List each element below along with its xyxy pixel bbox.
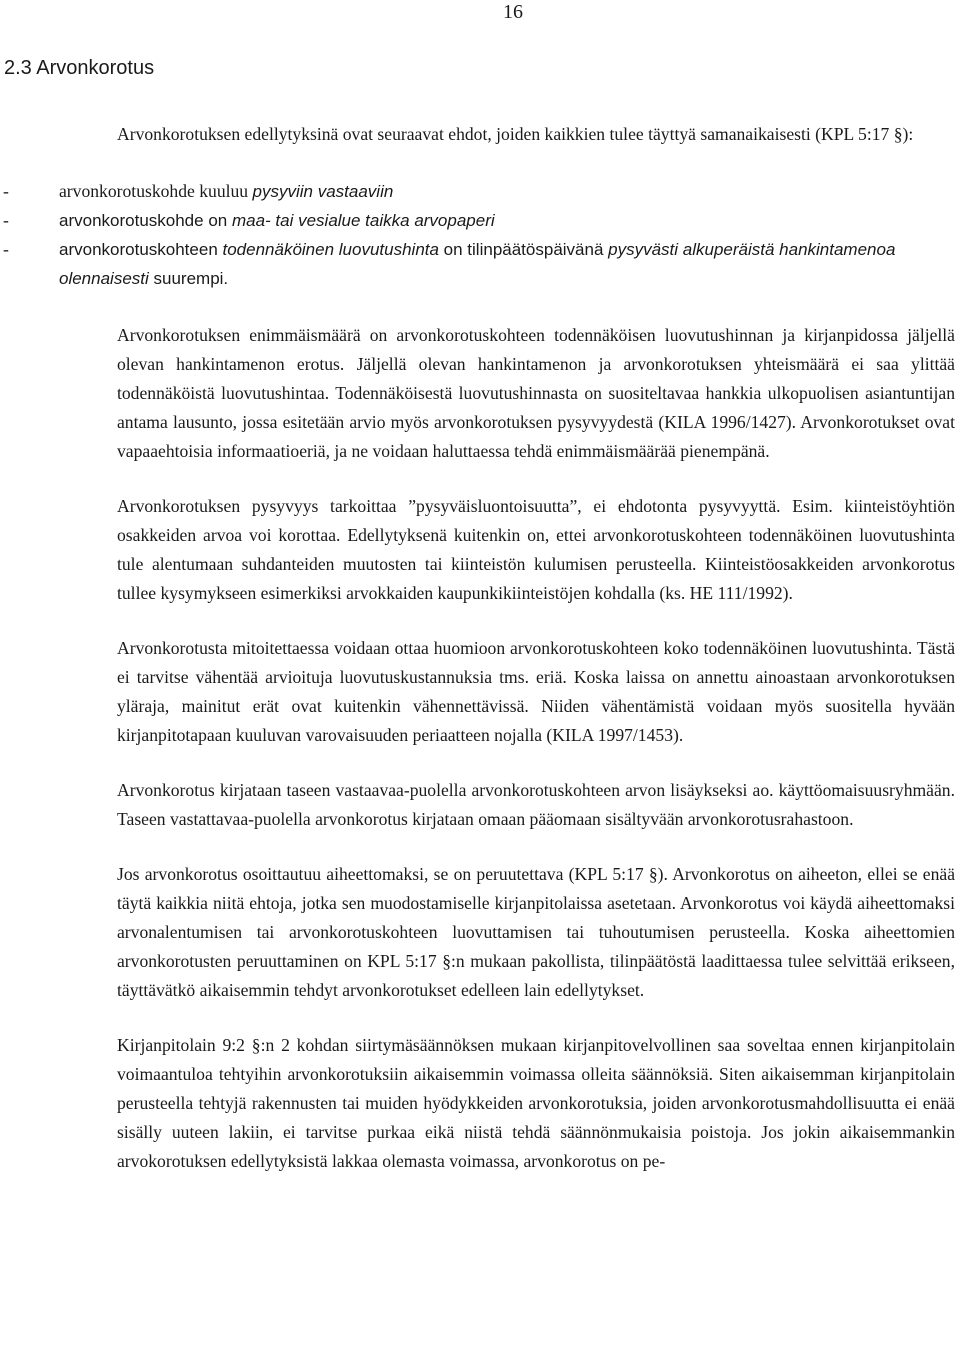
document-body	[3, 120, 955, 1202]
paragraph-sizing: Arvonkorotusta mitoitettaessa voidaan ottaa huomioon arvonkorotuskohteen koko todennäköinen luovutushinta. Tästä ei tarvitse vähentää arvioituja luovutuskustannuksia tms. eriä. Koska laissa on annettu ainoastaan arvonkorotuksen yläraja, mainitut erät ovat kuitenkin vähennettävissä. Niiden vähentämistä voidaan myös suositella hyvään kirjanpitotapaan kuuluvan varovaisuuden periaatteen nojalla (KILA 1997/1453).	[117, 638, 955, 745]
condition-1	[59, 177, 955, 206]
paragraph-transition: Kirjanpitolain 9:2 §:n 2 kohdan siirtymäsäännöksen mukaan kirjanpitovelvollinen saa soveltaa ennen kirjanpitolain voimaantuloa tehtyihin arvonkorotuksiin aikaisemmin voimassa olleita säännöksiä. Siten aikaisemman kirjanpitolain perusteella tehtyjä rakennusten tai muiden hyödykkeiden arvonkorotuksia, joiden arvonkorotusmahdollisuutta ei enää sisälly uuteen lakiin, ei tarvitse purkaa eikä niistä tehdä säännönmukaisia poistoja. Jos jokin aikaisemmankin arvokorotuksen edellytyksistä lakkaa olemasta voimassa, arvonkorotus on pe-	[117, 1035, 955, 1171]
condition-2-emphasis: maa- tai vesialue taikka arvopaperi	[231, 211, 495, 230]
condition-2	[59, 206, 955, 235]
list-item	[3, 206, 955, 235]
condition-1-emphasis: pysyviin vastaaviin	[252, 182, 394, 201]
paragraph-permanence: Arvonkorotuksen pysyvyys tarkoittaa ”pysyväisluontoisuutta”, ei ehdotonta pysyvyyttä. Esim. kiinteistöyhtiön osakkeiden arvoa voi korottaa. Edellytyksenä kuitenkin on, ettei arvonkorotuskohteen todennäköinen luovutushinta tule alentumaan suhdanteiden muutosten tai kiinteistön kulumisen perusteella. Kiinteistöosakkeiden arvonkorotus tullee kysymykseen esimerkiksi arvokkaiden kaupunkikiinteistöjen kohdalla (ks. HE 111/1992).	[117, 496, 955, 603]
condition-3	[59, 235, 955, 293]
condition-2-text: arvonkorotuskohde on	[59, 211, 232, 230]
paragraph-maximum-amount: Arvonkorotuksen enimmäismäärä on arvonkorotuskohteen todennäköisen luovutushinnan ja kirjanpidossa jäljellä olevan hankintamenon erotus. Jäljellä olevan hankintamenon ja arvonkorotuksen yhteismäärä ei saa ylittää todennäköistä luovutushintaa. Todennäköisestä luovutushinnasta on suositeltavaa hankkia ulkopuolisen asiantuntijan antama lausunto, jossa esitetään arvio myös arvonkorotuksen pysyvyydestä (KILA 1996/1427). Arvonkorotukset ovat vapaaehtoisia informaatioeriä, ja ne voidaan haluttaessa tehdä enimmäismäärää pienempänä.	[117, 325, 955, 461]
list-dash: -	[3, 210, 9, 230]
section-title: 2.3 Arvonkorotus	[4, 57, 155, 79]
condition-3-text-a: arvonkorotuskohteen	[59, 240, 223, 259]
condition-3-emphasis-b: pysyvästi alkuperäistä hankintamenoa olennaisesti	[59, 240, 896, 288]
list-item	[3, 177, 955, 206]
condition-3-emphasis-a: todennäköinen luovutushinta	[222, 240, 439, 259]
intro-paragraph: Arvonkorotuksen edellytyksinä ovat seuraavat ehdot, joiden kaikkien tulee täyttyä samanaikaisesti (KPL 5:17 §):	[117, 124, 914, 144]
paragraph-recording: Arvonkorotus kirjataan taseen vastaavaa-puolella arvonkorotuskohteen arvon lisäykseksi ao. käyttöomaisuusryhmään. Taseen vastattavaa-puolella arvonkorotus kirjataan omaan pääomaan sisältyvään arvonkorotusrahastoon.	[117, 780, 955, 829]
paragraph-reversal: Jos arvonkorotus osoittautuu aiheettomaksi, se on peruutettava (KPL 5:17 §). Arvonkorotus on aiheeton, ellei se enää täytä kaikkia niitä ehtoja, jotka sen muodostamiselle kirjanpitolaissa asetetaan. Arvonkorotus voi käydä aiheettomaksi arvonalentumisen tai arvonkorotuskohteen luovuttamisen tai tuhoutumisen perusteella. Koska aiheettomien arvonkorotusten peruuttaminen on KPL 5:17 §:n mukaan pakollista, tilinpäätöstä laadittaessa tulee selvittää erikseen, täyttävätkö aikaisemmin tehdyt arvonkorotukset edelleen lain edellytykset.	[117, 864, 955, 1000]
condition-3-text-c: suurempi.	[148, 269, 229, 288]
list-item	[3, 235, 955, 293]
list-dash: -	[3, 239, 9, 259]
condition-1-text: arvonkorotuskohde kuuluu	[59, 181, 253, 201]
conditions-list	[3, 177, 955, 293]
list-dash: -	[3, 181, 9, 201]
condition-3-text-b: on tilinpäätöspäivänä	[438, 240, 609, 259]
page-number: 16	[503, 1, 523, 23]
